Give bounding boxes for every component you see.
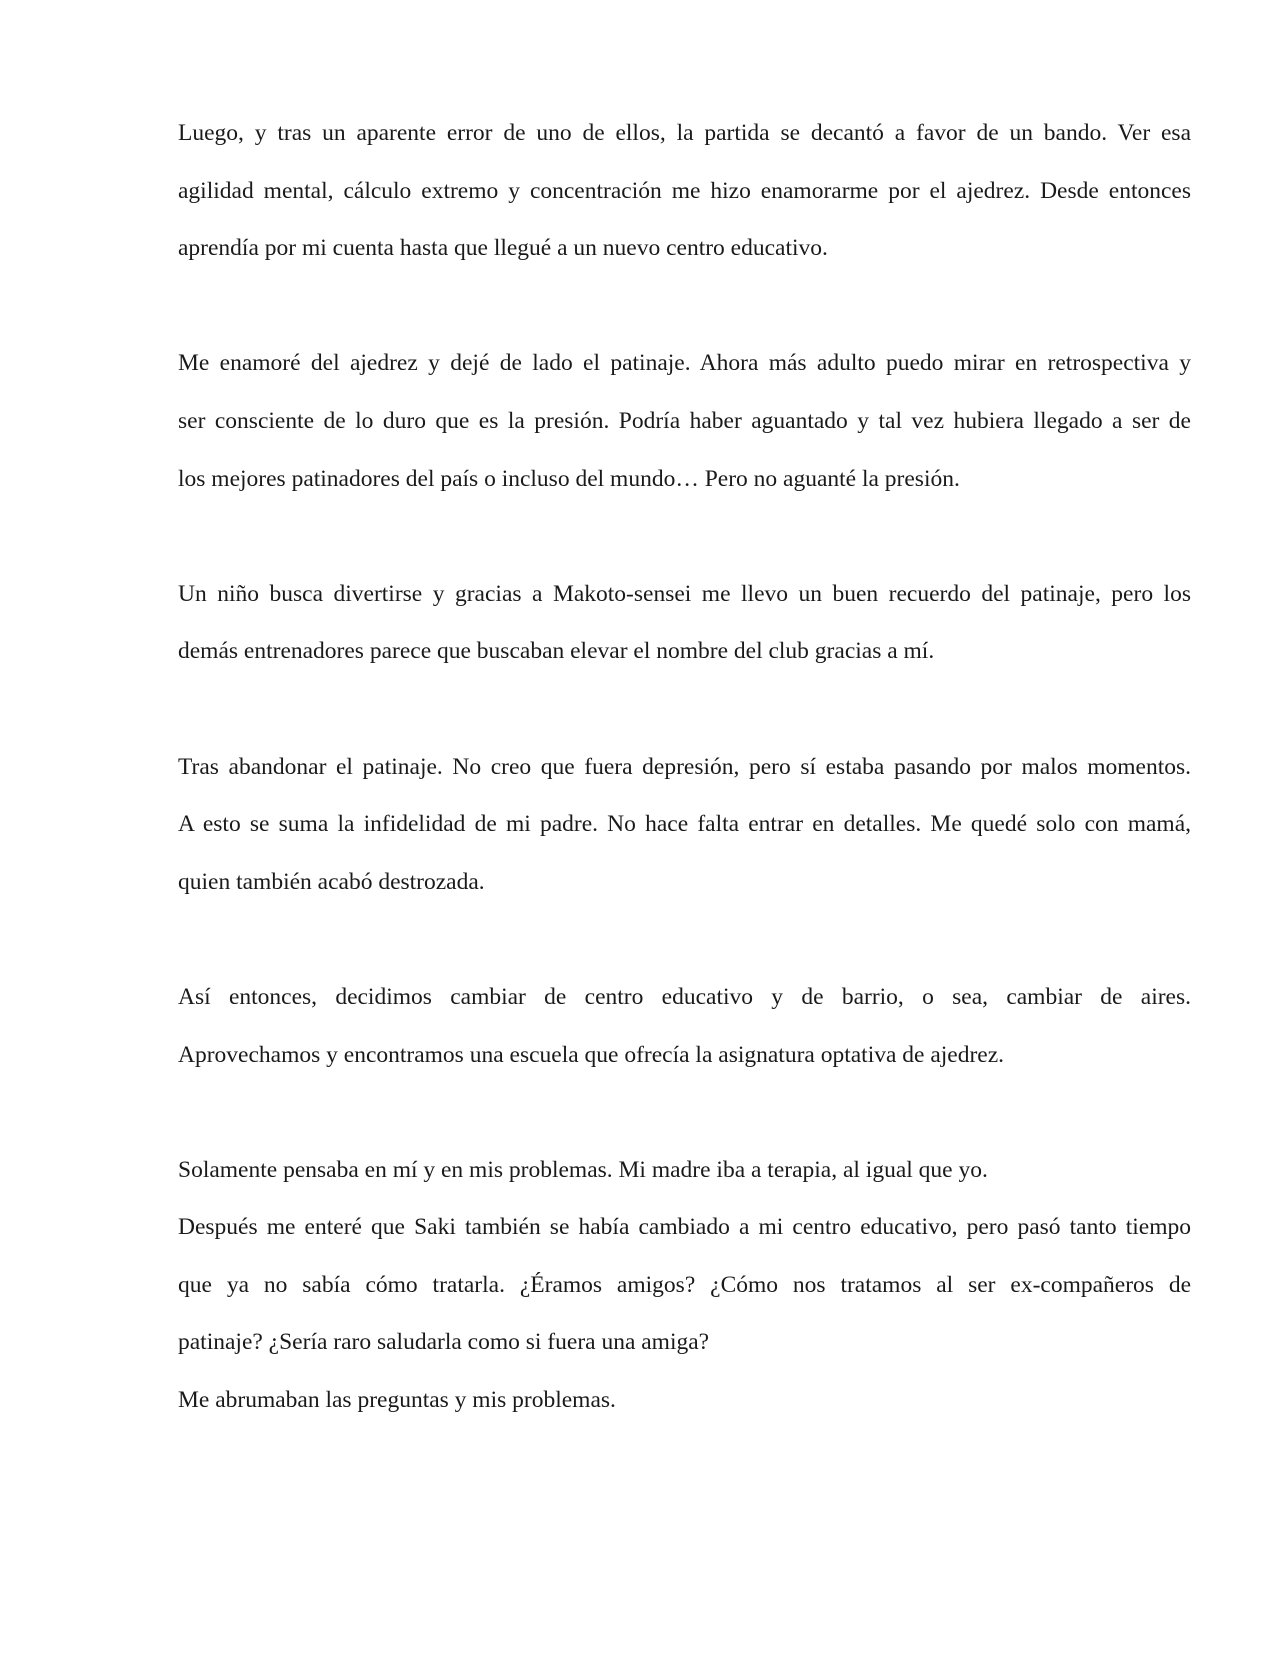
text-line: ser consciente de lo duro que es la presión. Podría haber aguantado y tal vez hubiera llegado a ser de (178, 407, 1191, 434)
paragraph-1 (178, 105, 1191, 278)
text-line: quien también acabó destrozada. (178, 868, 485, 895)
paragraph-5 (178, 969, 1191, 1084)
text-line: que ya no sabía cómo tratarla. ¿Éramos amigos? ¿Cómo nos tratamos al ser ex-compañeros de (178, 1271, 1191, 1298)
paragraph-3 (178, 566, 1191, 681)
document-body (178, 105, 1191, 1430)
text-line: los mejores patinadores del país o incluso del mundo… Pero no aguanté la presión. (178, 465, 960, 492)
text-line: A esto se suma la infidelidad de mi padre. No hace falta entrar en detalles. Me quedé solo con mamá, (178, 811, 1191, 838)
text-line: patinaje? ¿Sería raro saludarla como si fuera una amiga? (178, 1329, 710, 1356)
paragraph-2 (178, 335, 1191, 508)
text-line: demás entrenadores parece que buscaban elevar el nombre del club gracias a mí. (178, 638, 935, 665)
text-line: Luego, y tras un aparente error de uno de ellos, la partida se decantó a favor de un bando. Ver esa (178, 120, 1191, 146)
text-line: Me abrumaban las preguntas y mis problemas. (178, 1387, 616, 1414)
text-line: Así entonces, decidimos cambiar de centro educativo y de barrio, o sea, cambiar de aires. (178, 983, 1191, 1010)
text-line: Me enamoré del ajedrez y dejé de lado el patinaje. Ahora más adulto puedo mirar en retrospectiva y (178, 350, 1191, 377)
text-line: Un niño busca divertirse y gracias a Makoto-sensei me llevo un buen recuerdo del patinaje, pero los (178, 580, 1191, 607)
paragraph-6 (178, 1142, 1191, 1430)
text-line: agilidad mental, cálculo extremo y concentración me hizo enamorarme por el ajedrez. Desde entonces (178, 177, 1191, 204)
paragraph-4 (178, 739, 1191, 912)
text-line: Tras abandonar el patinaje. No creo que fuera depresión, pero sí estaba pasando por malos momentos. (178, 753, 1191, 780)
text-line: Después me enteré que Saki también se había cambiado a mi centro educativo, pero pasó tanto tiempo (178, 1214, 1191, 1241)
text-line: Solamente pensaba en mí y en mis problemas. Mi madre iba a terapia, al igual que yo. (178, 1156, 988, 1183)
text-line: aprendía por mi cuenta hasta que llegué a un nuevo centro educativo. (178, 235, 828, 262)
text-line: Aprovechamos y encontramos una escuela que ofrecía la asignatura optativa de ajedrez. (178, 1041, 1005, 1068)
